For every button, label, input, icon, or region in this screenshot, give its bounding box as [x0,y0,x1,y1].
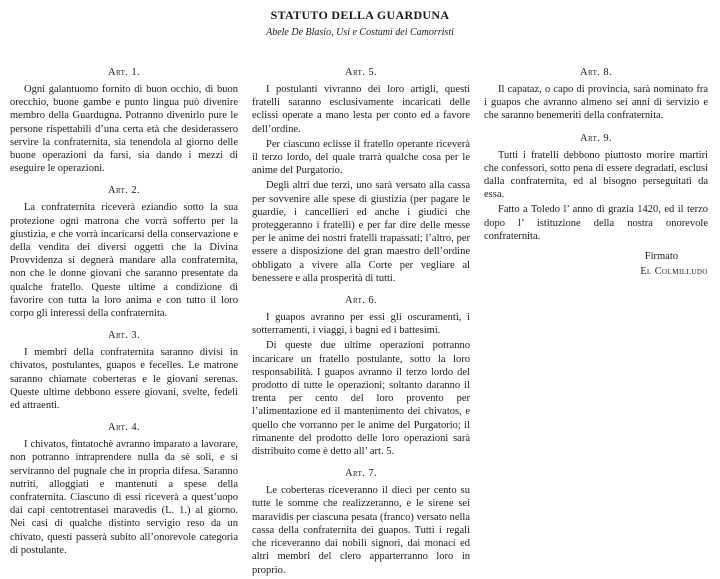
signature-name: El Colmilludo [640,266,708,278]
article-paragraph: Ogni galantuomo fornito di buon occhio, di buon orecchio, buone gambe e punto lingua può divenire membro della Guardugna. Potranno divenirlo pure le persone rispettabili d’una certa età che desiderassero servire la confraternita, sia tenendola al giorno delle buone operazioni da farsi, sia dando i mezzi di eseguire le operazioni. [10,84,238,175]
article-heading: Art. 1. [107,67,141,78]
article-heading: Art. 3. [107,330,141,342]
article-paragraph: Fatto a Toledo l’ anno di grazia 1420, ed il terzo dopo l’ istituzione della nostra onorevole confraternita. [484,204,708,242]
article-heading: Art. 4. [107,422,141,434]
article-paragraph: Per ciascuno eclisse il fratello operante riceverà il terzo lordo, del quale trarrà qualche cosa per le anime del Purgatorio. [252,138,470,177]
column-middle [252,66,470,579]
article-paragraph: I postulanti vivranno dei loro artigli, questi fratelli saranno esclusivamente incaricati delle eclissi operate a mano lesta per conto ed a favore dell’ordine. [252,84,470,135]
column-left [10,66,238,559]
article-5 [252,66,470,285]
article-paragraph: I guapos avranno per essi gli oscuramenti, i sotterramenti, i viaggi, i bagni ed i battesimi. [252,312,470,337]
article-6 [252,294,470,458]
article-paragraph: Degli altri due terzi, uno sarà versato alla cassa per sovvenire alle spese di giustizia (per pagare le guardie, i cancellieri ed anche i giudici che proteggeranno i fratelli) e per far dire delle messe per le anime dei nostri fratelli trapassati; l’altro, per essere a disposizione del gran maestro dell’ordine obbligato a vivere alla Corte per vegliare al benessere e alla prosperità di tutti. [252,180,470,284]
signature-label: Firmato [644,251,678,263]
article-paragraph: I membri della confraternita saranno divisi in chivatos, postulantes, guapos e fecelles. Le matrone saranno chiamate coberteras e le giovani serenas. Queste ultime debbono essere giovani, svelte, fedeli ed attraenti. [10,347,238,412]
article-paragraph: Tutti i fratelli debbono piuttosto morire martiri che confessori, sotto pena di essere degradati, esclusi dalla confraternita, ed al bisogno perseguitati da essa. [484,149,708,201]
article-heading: Art. 6. [344,295,378,307]
article-7 [252,467,470,576]
article-heading: Art. 8. [579,67,613,78]
article-paragraph: Le coberteras riceveranno il dieci per cento su tutte le somme che realizzeranno, e le sirene sei maravidis per ciascuna pesata (franco) versato nella cassa della confraternita dei guapos. Tutti i regali che riceveranno dai nobili signori, dai monaci ed altri membri del clero apparterranno loro in proprio. [252,485,470,576]
article-paragraph: La confraternita riceverà eziandio sotto la sua protezione ogni matrona che vorrà sofferto per la giustizia, e che vorrà incaricarsi della conservazione e della vendita dei diversi oggetti che la Divina Provvidenza si degnerà mandare alla confraternita, non che le donne giovani che saranno presentate da qualche fratello. Queste ultime a condizione di favorire con tutta la loro anima e con tutto il loro corpo gli interessi della confraternita. [10,202,238,320]
article-8 [484,66,708,123]
article-heading: Art. 9. [579,132,613,144]
column-right [484,66,708,277]
article-paragraph: I chivatos, fintatochè avranno imparato a lavorare, non potranno intraprendere nulla da sè soli, e si serviranno del pugnale che in propria difesa. Saranno nutriti, alloggiati e mantenuti a spese della confraternita. Ciascuno di essi riceverà a quest’uopo dai capi centotrentasei maravedis (L. 1.) al giorno. Nei casi di qualche distinto servigio reso da un chivato, questi passerà subito all’onorevole categoria di postulante. [10,439,238,556]
article-2 [10,184,238,320]
article-heading: Art. 5. [344,67,378,78]
article-heading: Art. 7. [344,468,378,480]
article-4 [10,421,238,557]
article-1 [10,66,238,175]
article-9 [484,132,708,243]
document-subtitle: Abele De Blasio, Usi e Costumi dei Camorristi [266,27,454,38]
article-paragraph: Di queste due ultime operazioni potranno incaricare un fratello postulante, sotto la loro responsabilità. I guapos avranno il terzo lordo del prodotto di tutte le operazioni; soltanto daranno il trenta per cento del loro provento per l’alimentazione ed il mantenimento dei chivatos, e quello che vorranno per le anime del Purgatorio; il rimanente del prodotto delle loro operazioni sarà distribuito come è detto all’ art. 5. [252,340,470,458]
article-heading: Art. 2. [107,185,141,197]
document-title: STATUTO DELLA GUARDUNA [270,8,450,22]
article-paragraph: Il capataz, o capo di provincia, sarà nominato fra i guapos che avranno almeno sei anni di servizio e che saranno benemeriti della confraternita. [484,84,708,122]
article-3 [10,329,238,412]
